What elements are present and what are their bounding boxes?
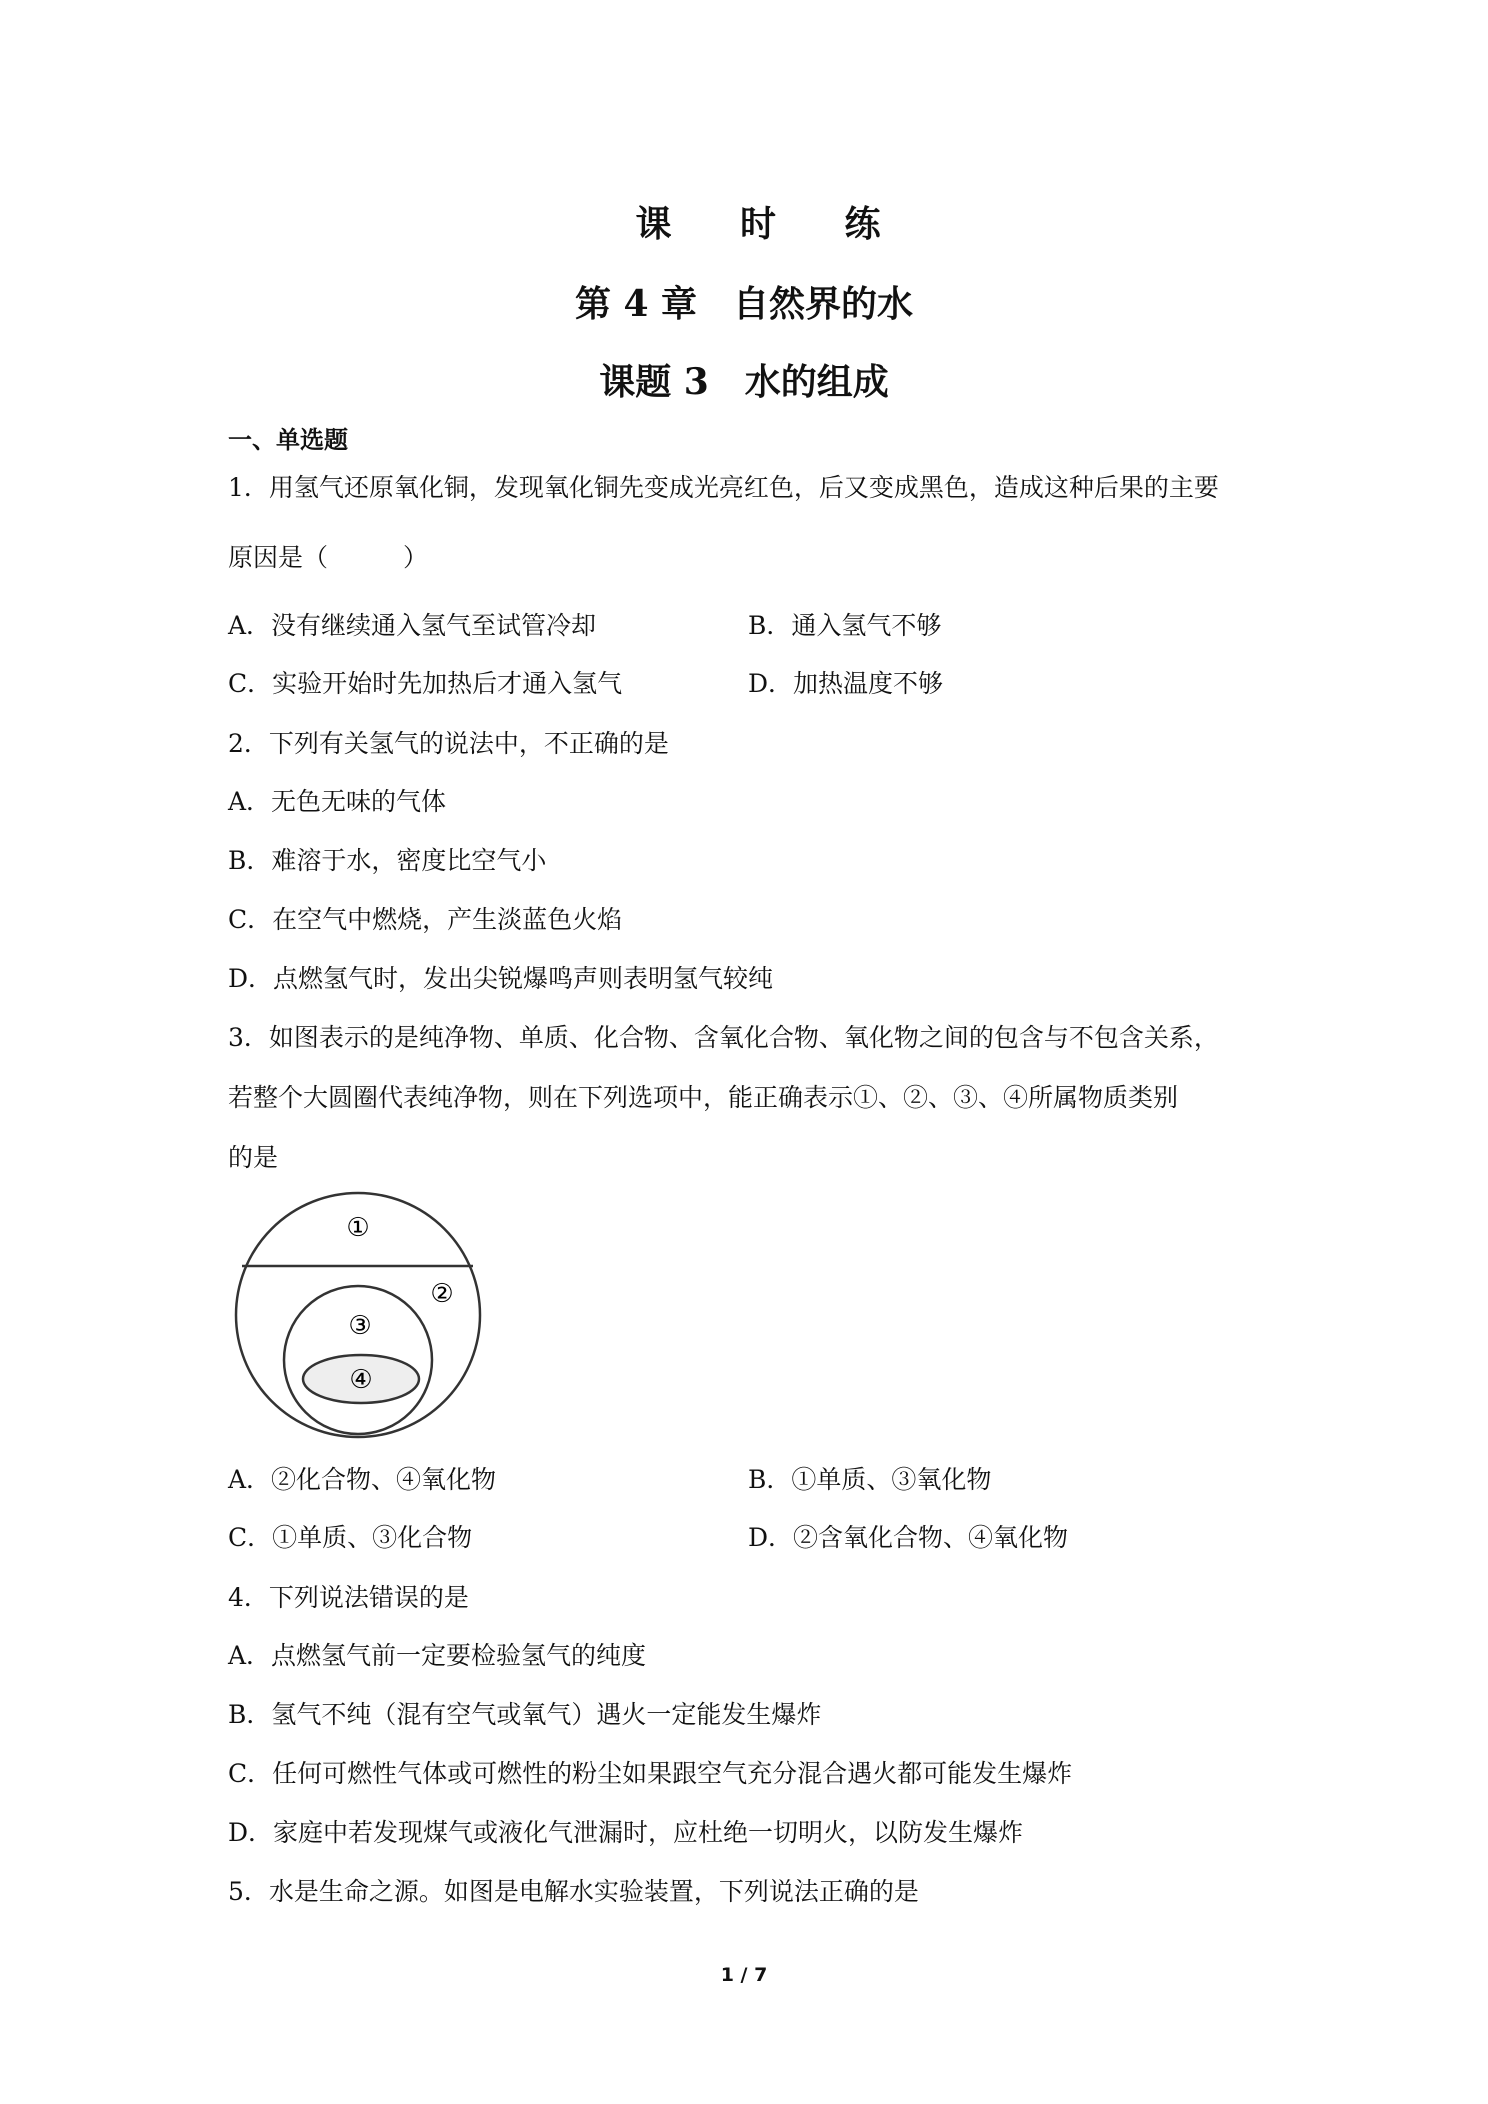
section-heading: 一、单选题: [228, 425, 348, 454]
q4-option-c: C．任何可燃性气体或可燃性的粉尘如果跟空气充分混合遇火都可能发生爆炸: [228, 1759, 1073, 1788]
q4-stem: 4．下列说法错误的是: [228, 1583, 469, 1612]
q2-stem: 2．下列有关氢气的说法中，不正确的是: [228, 729, 669, 758]
q3-option-c: C．①单质、③化合物: [228, 1523, 473, 1552]
q3-stem-line3: 的是: [228, 1143, 279, 1172]
q1-option-a: A．没有继续通入氢气至试管冷却: [228, 611, 597, 640]
q2-option-a: A．无色无味的气体: [228, 787, 447, 816]
q2-option-d: D．点燃氢气时，发出尖锐爆鸣声则表明氢气较纯: [228, 964, 774, 993]
label-4: ④: [349, 1365, 373, 1395]
label-1: ①: [346, 1213, 370, 1243]
q2-option-b: B．难溶于水，密度比空气小: [228, 846, 547, 875]
q5-stem: 5．水是生命之源。如图是电解水实验装置，下列说法正确的是: [228, 1877, 919, 1906]
q2-option-c: C．在空气中燃烧，产生淡蓝色火焰: [228, 905, 623, 934]
q3-stem-line2: 若整个大圆圈代表纯净物，则在下列选项中，能正确表示①、②、③、④所属物质类别: [228, 1083, 1179, 1112]
label-3: ③: [348, 1311, 372, 1341]
q3-option-d: D．②含氧化合物、④氧化物: [748, 1523, 1069, 1552]
label-2: ②: [430, 1279, 454, 1309]
q1-option-b: B．通入氢气不够: [748, 611, 942, 640]
q4-option-b: B．氢气不纯（混有空气或氧气）遇火一定能发生爆炸: [228, 1700, 822, 1729]
q3-option-b: B．①单质、③氧化物: [748, 1465, 992, 1494]
q3-stem-line1: 3．如图表示的是纯净物、单质、化合物、含氧化合物、氧化物之间的包含与不包含关系，: [228, 1023, 1219, 1052]
q3-option-a: A．②化合物、④氧化物: [228, 1465, 497, 1494]
page-number: 1 / 7: [720, 1964, 768, 1986]
chapter-title: 第 4 章 自然界的水: [574, 283, 914, 325]
lesson-title: 课题 3 水的组成: [599, 361, 889, 403]
q1-option-d: D．加热温度不够: [748, 669, 944, 698]
q1-stem-line1: 1．用氢气还原氧化铜，发现氧化铜先变成光亮红色，后又变成黑色，造成这种后果的主要: [228, 473, 1219, 502]
q4-option-a: A．点燃氢气前一定要检验氢气的纯度: [228, 1641, 647, 1670]
venn-diagram: [228, 1184, 508, 1448]
q1-option-c: C．实验开始时先加热后才通入氢气: [228, 669, 623, 698]
page-title: 课 时 练: [635, 203, 909, 245]
q1-stem-line2: 原因是（ ）: [228, 543, 429, 572]
q4-option-d: D．家庭中若发现煤气或液化气泄漏时，应杜绝一切明火，以防发生爆炸: [228, 1818, 1024, 1847]
